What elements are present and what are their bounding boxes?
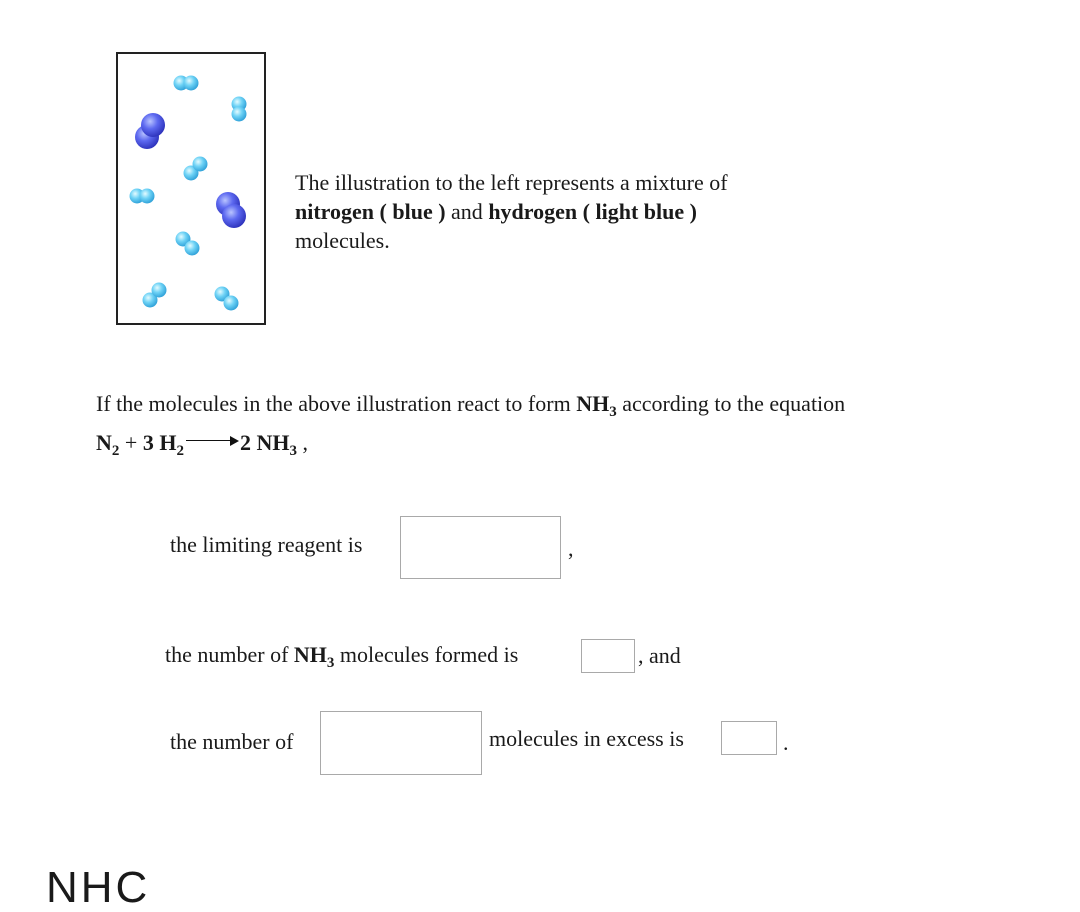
equation-plus: + xyxy=(124,430,138,455)
reaction-question xyxy=(96,384,845,462)
equation-n2: $N_2$ xyxy=(96,430,120,459)
excess-period: . xyxy=(783,730,789,755)
hydrogen-molecule xyxy=(143,283,167,308)
excess-count-input[interactable] xyxy=(721,721,777,755)
nitrogen-molecule xyxy=(135,113,165,149)
nh3-formed-input[interactable] xyxy=(581,639,635,673)
nh3-formed-and: , and xyxy=(638,643,681,668)
equation-h2: 3 $H_2$ xyxy=(142,430,184,459)
nh3-formula: $NH_3$ xyxy=(293,642,335,671)
excess-prefix-label: the number of xyxy=(170,729,294,754)
description-line-1: The illustration to the left represents a mixture of xyxy=(295,170,728,195)
question-line xyxy=(96,384,845,423)
chemical-equation xyxy=(96,423,845,462)
hydrogen-molecule xyxy=(130,189,155,204)
nh3-formed-label: the number of $NH_3$ molecules formed is xyxy=(165,642,519,671)
question-suffix: according to the equation xyxy=(622,391,846,416)
question-product: $NH_3$ xyxy=(576,391,617,420)
cropped-bottom-text: NHC xyxy=(46,863,151,912)
molecule-diagram xyxy=(118,54,268,327)
question-prefix: If the molecules in the above illustration react to form xyxy=(96,391,571,416)
hydrogen-color-note: ( light blue ) xyxy=(582,199,697,224)
equation-trailing-comma: , xyxy=(302,430,308,455)
hydrogen-molecule xyxy=(184,157,208,181)
equation-nh3: 2 $NH_3$ xyxy=(239,430,297,459)
limiting-reagent-input[interactable] xyxy=(400,516,561,579)
hydrogen-molecule xyxy=(215,287,239,311)
limiting-reagent-label: the limiting reagent is xyxy=(170,532,363,557)
limiting-reagent-comma: , xyxy=(568,536,574,561)
hydrogen-molecule xyxy=(176,232,200,256)
nitrogen-color-note: ( blue ) xyxy=(379,199,446,224)
illustration-description xyxy=(295,168,728,255)
nitrogen-label: nitrogen xyxy=(295,199,375,224)
and-text: and xyxy=(451,199,483,224)
hydrogen-molecule xyxy=(174,76,199,91)
molecule-illustration xyxy=(116,52,266,325)
excess-molecule-input[interactable] xyxy=(320,711,482,775)
description-line-2 xyxy=(295,197,728,226)
nitrogen-molecule xyxy=(216,192,246,228)
reaction-arrow-icon xyxy=(184,431,240,451)
hydrogen-molecule xyxy=(232,97,247,122)
hydrogen-label: hydrogen xyxy=(488,199,578,224)
excess-middle-label: molecules in excess is xyxy=(489,726,684,751)
description-line-3: molecules. xyxy=(295,228,390,253)
